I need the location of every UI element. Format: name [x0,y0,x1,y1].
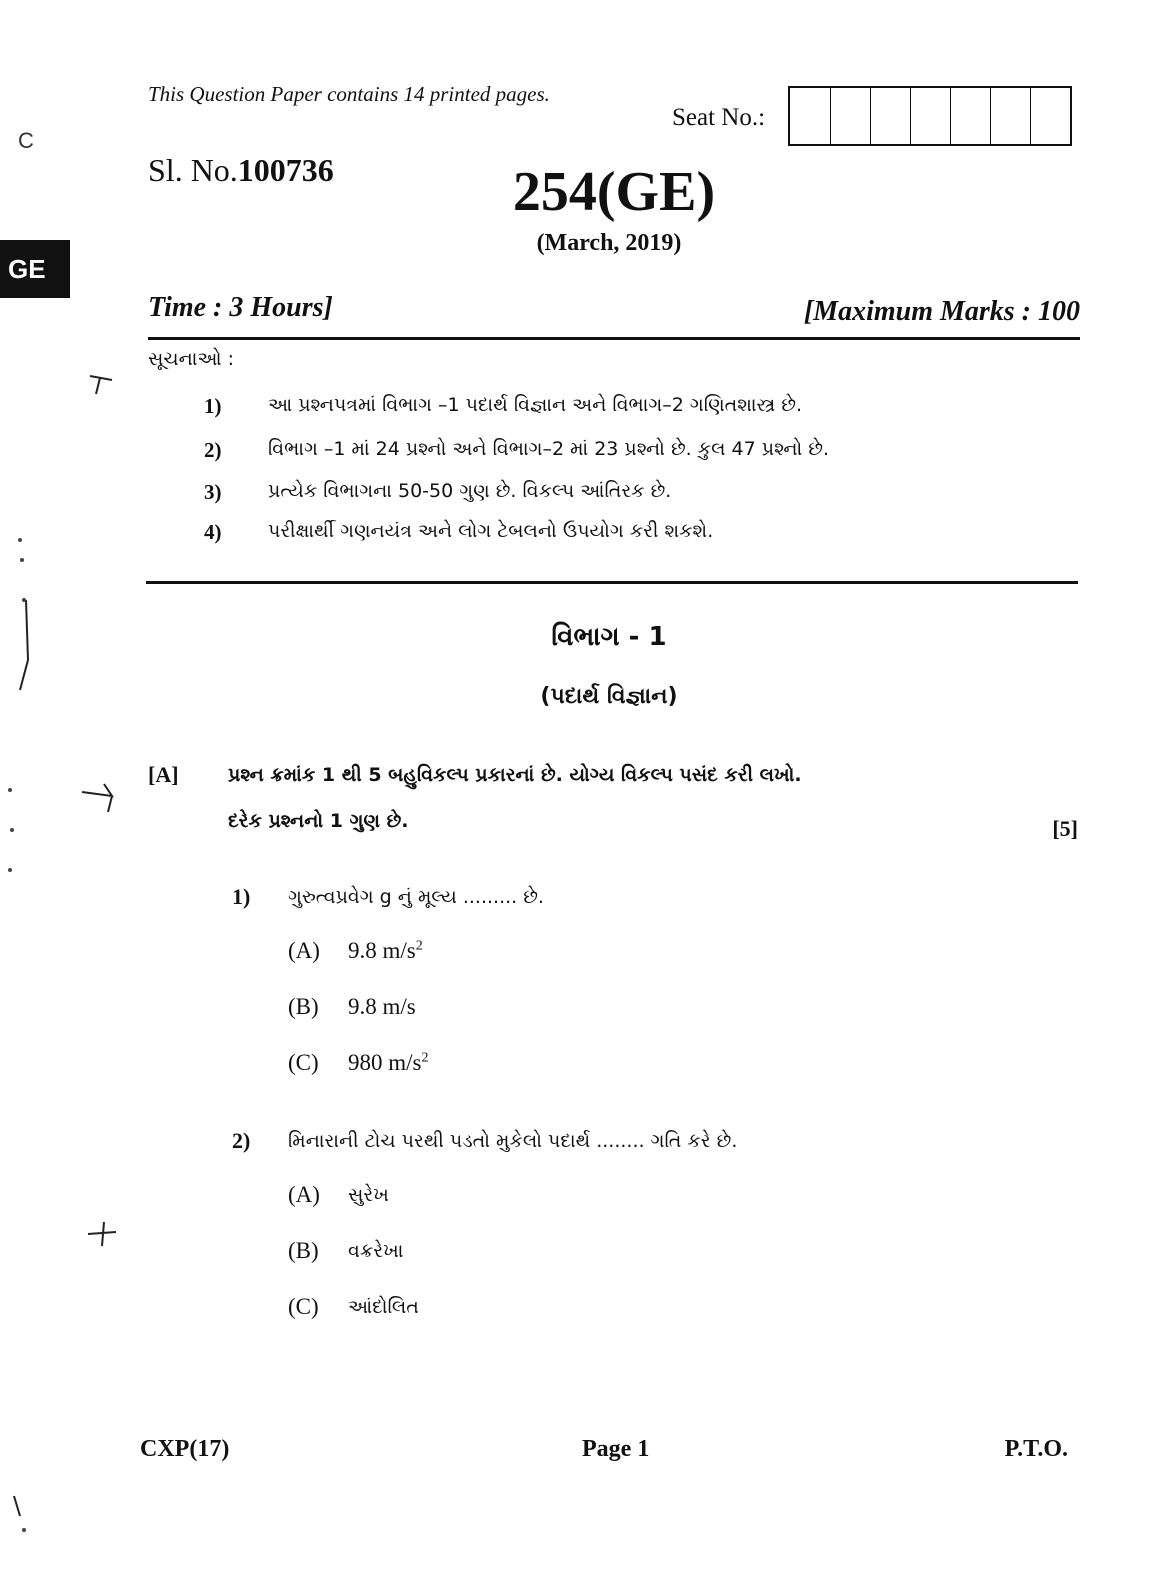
part-instruction-line: પ્રશ્ન ક્રમાંક 1 થી 5 બહુવિકલ્પ પ્રકારનાં છે. યોગ્ય વિકલ્પ પસંદ કરી લખો. [228,764,802,786]
option-text: 9.8 $m/s^2$ [348,938,423,963]
option-label: (B) [288,1238,319,1263]
instruction-number: 1) [204,394,222,418]
option-text: આંદોલિત [348,1296,419,1318]
question-number: 2) [232,1128,251,1153]
exam-duration: Time : 3 Hours] [148,292,333,323]
instruction-number: 4) [204,520,222,544]
part-label: [A] [148,762,179,787]
instruction-text: પ્રત્યેક વિભાગના 50-50 ગુણ છે. વિકલ્પ આંતિરક છે. [268,480,672,502]
option-label: (A) [288,938,320,963]
option-label: (C) [288,1294,319,1319]
footer-code: CXP(17) [140,1436,230,1462]
margin-tab: GE [0,240,70,298]
page-number: Page 1 [582,1436,650,1462]
section-subtitle: (પદાર્થ વિજ્ઞાન) [540,684,678,709]
option-label: (B) [288,994,319,1019]
seat-number-label: Seat No.: [672,104,766,131]
instructions-title: સૂચનાઓ : [148,348,235,370]
section-title: વિભાગ - 1 [551,622,667,652]
page-turn-over: P.T.O. [1004,1436,1068,1462]
option-label: (A) [288,1182,320,1207]
instruction-number: 3) [204,480,222,504]
instruction-number: 2) [204,438,222,462]
question-text: ગુરુત્વપ્રવેગ g નું મૂલ્ય ......... છે. [288,886,544,908]
paper-code: 254(GE) [512,161,716,223]
instruction-text: વિભાગ –1 માં 24 પ્રશ્નો અને વિભાગ–2 માં 23 પ્રશ્નો છે. કુલ 47 પ્રશ્નો છે. [268,438,830,460]
option-label: (C) [288,1050,319,1075]
instruction-text: આ પ્રશ્નપત્રમાં વિભાગ –1 પદાર્થ વિજ્ઞાન અને વિભાગ–2 ગણિતશાસ્ત્ર છે. [268,394,803,416]
option-text: 9.8 m/s [348,994,416,1019]
serial-value: 100736 [237,152,334,188]
part-instruction-line: દરેક પ્રશ્નનો 1 ગુણ છે. [228,810,409,832]
part-marks: [5] [1052,816,1078,841]
maximum-marks: [Maximum Marks : 100 [803,296,1080,327]
option-text: 980 $m/s^2$ [348,1050,429,1075]
option-text: સુરેખ [348,1184,389,1206]
exam-session: (March, 2019) [536,230,682,256]
serial-label: Sl. No. [148,152,238,188]
margin-letter: C [18,128,34,153]
page-count-note: This Question Paper contains 14 printed pages. [148,82,550,106]
question-text: મિનારાની ટોચ પરથી પડતો મુકેલો પદાર્થ ........ ગતિ કરે છે. [288,1130,738,1152]
option-text: વક્રરેખા [348,1240,404,1262]
instruction-text: પરીક્ષાર્થી ગણનયંત્ર અને લોગ ટેબલનો ઉપયોગ કરી શકશે. [268,520,714,542]
question-number: 1) [232,884,251,909]
